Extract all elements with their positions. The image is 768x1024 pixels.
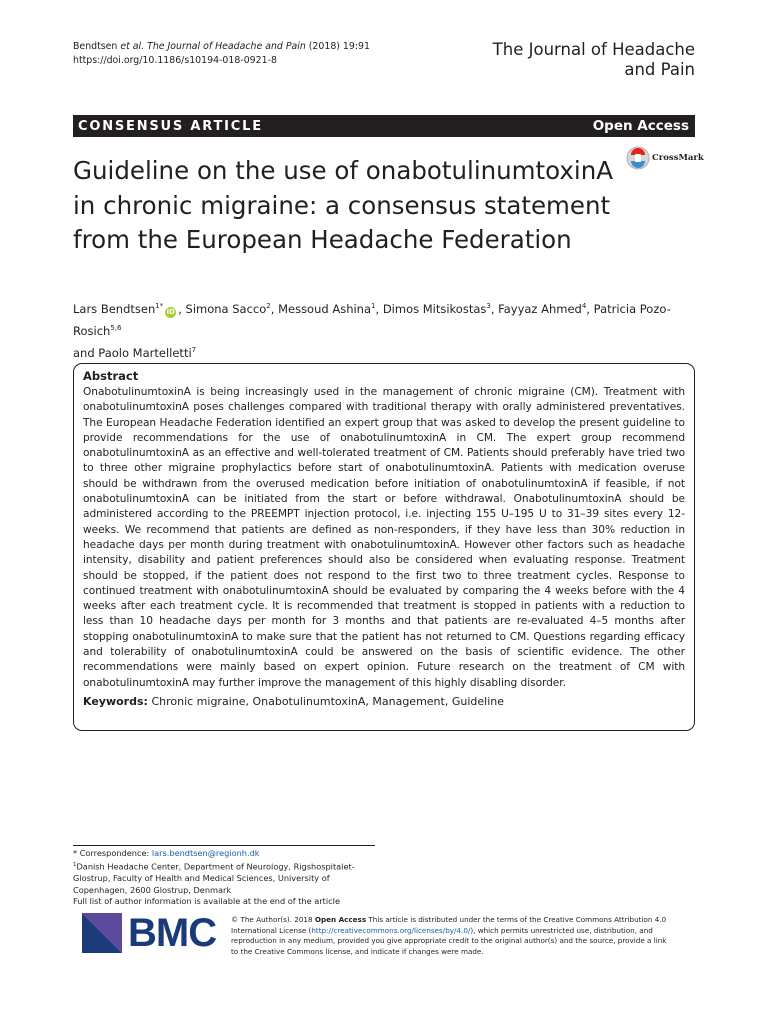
author-affiliation-sup: 1 <box>371 302 376 310</box>
author-affiliation-sup: 2 <box>266 302 271 310</box>
author-affiliation-sup: 7 <box>191 345 197 354</box>
citation-year-volume: (2018) 19:91 <box>308 41 370 52</box>
bmc-logo-text: BMC <box>128 911 217 955</box>
journal-name-line1: The Journal of Headache <box>492 40 695 59</box>
author-name[interactable]: Messoud Ashina <box>278 301 372 316</box>
crossmark-label: CrossMark <box>652 153 704 163</box>
author-affiliation-sup: 1* <box>155 302 164 310</box>
keywords <box>83 694 685 710</box>
bmc-logo-icon <box>82 913 122 953</box>
correspondence-line <box>73 848 383 860</box>
keywords-label: Keywords: <box>83 694 148 708</box>
citation-line <box>73 40 370 54</box>
author-affiliation-sup: 4 <box>581 302 587 310</box>
citation-journal: The Journal of Headache and Pain <box>147 41 306 52</box>
author-list: Lars Bendtsen$^{1*}$iD , Simona Sacco$^2$, Messoud Ashina$^1$, Dimos Mitsikostas$^3$, Fayyaz Ahmed$^4$, Patricia Pozo-Rosich$^{5,6}$ and Paolo Martelletti$^7$ <box>73 301 671 360</box>
article-type-label: CONSENSUS ARTICLE <box>78 118 263 134</box>
license-open-access: Open Access <box>314 915 367 924</box>
author-name[interactable]: Simona Sacco <box>185 301 267 316</box>
keywords-list: Chronic migraine, OnabotulinumtoxinA, Management, Guideline <box>151 694 504 708</box>
license-text <box>231 915 671 957</box>
citation-block <box>73 40 370 68</box>
abstract-heading: Abstract <box>83 369 139 383</box>
author-name[interactable]: Dimos Mitsikostas <box>382 301 487 316</box>
affiliation-text: Danish Headache Center, Department of Neurology, Rigshospitalet-Glostrup, Faculty of Health and Medical Sciences, University of Copenhagen, 2600 Glostrup, Denmark <box>73 861 355 895</box>
journal-name <box>435 40 695 80</box>
orcid-icon[interactable]: iD <box>166 307 175 316</box>
author-affiliation-sup: 3 <box>486 302 491 310</box>
citation-authors: Bendtsen <box>73 41 118 52</box>
affiliation-line <box>73 860 383 897</box>
journal-name-line2: and Pain <box>624 60 695 79</box>
crossmark-badge[interactable] <box>626 146 704 170</box>
abstract-text: OnabotulinumtoxinA is being increasingly used in the management of chronic migraine (CM). Treatment with onabotulinumtoxinA poses challenges compared with traditional therapy with orally administered preventatives. The European Headache Federation identified an expert group that was asked to develop the present guideline to provide recommendations for the use of onabotulinumtoxinA in CM. The expert group recommend onabotulinumtoxinA as an effective and well-tolerated treatment of CM. Patients should preferably have tried two to three other migraine prophylactics before start of onabotulinumtoxinA. Patients with medication overuse should be withdrawn from the overused medication before initiation of onabotulinumtoxinA if feasible, if not onabotulinumtoxinA can be initiated from the start or before withdrawal. OnabotulinumtoxinA should be administered according to the PREEMPT injection protocol, i.e. injecting 155 U–195 U to 31–39 sites every 12-weeks. We recommend that patients are defined as non-responders, if they have less than 30% reduction in headache days per month during treatment with onabotulinumtoxinA. However other factors such as headache intensity, disability and patient preferences should also be considered when evaluating response. Treatment should be stopped, if the patient does not respond to the first two to three treatment cycles. Response to continued treatment with onabotulinumtoxinA should be evaluated by comparing the 4 weeks before with the 4 weeks after each treatment cycle. It is recommended that treatment is stopped in patients with a reduction to less than 10 headache days per month for 3 months and that patients are re-evaluated 4–5 months after stopping onabotulinumtoxinA to make sure that the patient has not returned to CM. Questions regarding efficacy and tolerability of onabotulinumtoxinA could be answered on the basis of scientific evidence. The other recommendations were mainly based on expert opinion. Future research on the treatment of CM with onabotulinumtoxinA may further improve the management of this highly disabling disorder. <box>83 386 685 689</box>
open-access-label: Open Access <box>592 118 689 134</box>
footnote-divider <box>73 845 375 846</box>
doi-link[interactable]: https://doi.org/10.1186/s10194-018-0921-8 <box>73 55 277 66</box>
correspondence-label: * Correspondence: <box>73 848 150 858</box>
author-name[interactable]: Paolo Martelletti <box>98 345 192 360</box>
footnote <box>73 848 383 908</box>
citation-etal: et al. <box>120 41 145 52</box>
author-name[interactable]: Fayyaz Ahmed <box>498 301 582 316</box>
article-type-banner <box>73 115 695 137</box>
abstract-box <box>73 363 695 731</box>
copyright: © The Author(s). 2018 <box>231 915 313 924</box>
bmc-logo[interactable] <box>82 913 216 953</box>
author-name[interactable]: Lars Bendtsen <box>73 301 156 316</box>
correspondence-email[interactable]: lars.bendtsen@regionh.dk <box>151 848 260 858</box>
author-name[interactable]: Patricia Pozo-Rosich <box>73 301 671 338</box>
license-text-part1: This article is distributed under the terms of the Creative Commons Attribution 4.0 International License ( <box>231 915 667 935</box>
author-info-note: Full list of author information is available at the end of the article <box>73 896 340 907</box>
affiliation-sup: 1 <box>73 861 77 868</box>
license-text-part2: ), which permits unrestricted use, distribution, and reproduction in any medium, provided you give appropriate credit to the original author(s) and the source, provide a link to the Creative Commons license, and indicate if changes were made. <box>231 925 667 956</box>
author-affiliation-sup: 5,6 <box>110 323 122 332</box>
license-link[interactable]: http://creativecommons.org/licenses/by/4.0/ <box>311 925 471 935</box>
authors-and: and <box>73 345 95 360</box>
article-title: Guideline on the use of onabotulinumtoxinA in chronic migraine: a consensus statement from the European Headache Federation <box>73 156 613 254</box>
